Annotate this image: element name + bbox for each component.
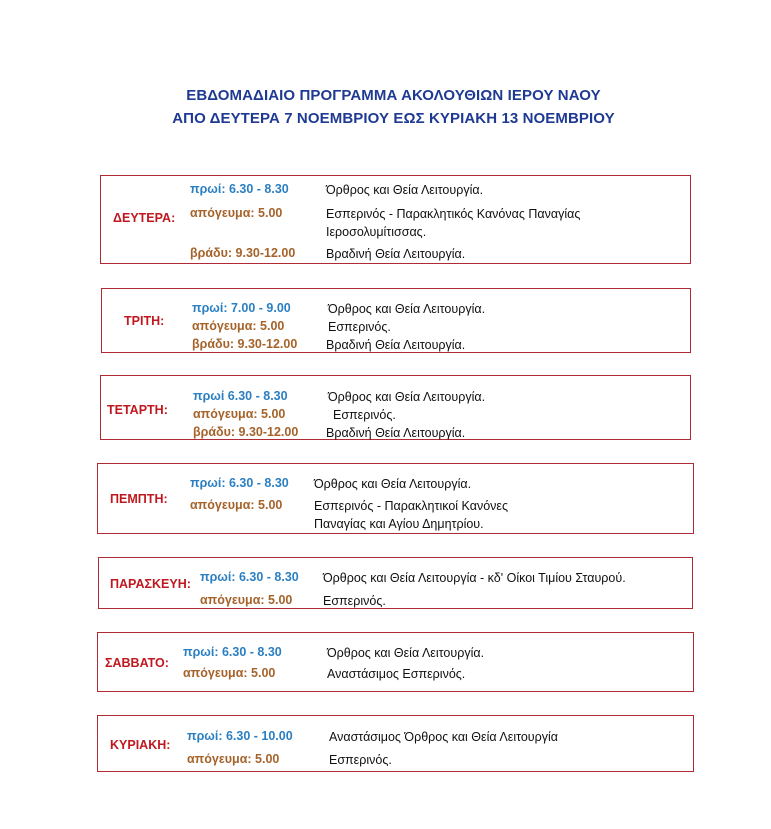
service-desc-monday-morning: Όρθρος και Θεία Λειτουργία. <box>326 183 484 197</box>
service-desc-saturday-morning: Όρθρος και Θεία Λειτουργία. <box>327 646 485 660</box>
service-desc-monday-evening: Εσπερινός - Παρακλητικός Κανόνας Παναγίας <box>326 207 581 221</box>
service-desc-sunday-morning: Αναστάσιμος Όρθρος και Θεία Λειτουργία <box>329 730 559 744</box>
service-desc-saturday-evening: Αναστάσιμος Εσπερινός. <box>327 667 466 681</box>
service-desc-tuesday-evening: Εσπερινός. <box>328 320 391 334</box>
day-box-saturday <box>97 632 694 692</box>
service-desc-wednesday-morning: Όρθρος και Θεία Λειτουργία. <box>328 390 486 404</box>
time-morning-monday: πρωί: 6.30 - 8.30 <box>190 182 289 196</box>
service-desc-friday-evening: Εσπερινός. <box>323 594 386 608</box>
time-morning-wednesday: πρωί 6.30 - 8.30 <box>193 389 288 403</box>
day-label-sunday: ΚΥΡΙΑΚΗ: <box>110 738 171 752</box>
time-evening-friday: απόγευμα: 5.00 <box>200 593 293 607</box>
time-night-monday: βράδυ: 9.30-12.00 <box>190 246 296 260</box>
time-evening-tuesday: απόγευμα: 5.00 <box>192 319 285 333</box>
time-evening-monday: απόγευμα: 5.00 <box>190 206 283 220</box>
time-morning-saturday: πρωί: 6.30 - 8.30 <box>183 645 282 659</box>
service-desc-thursday-evening: Εσπερινός - Παρακλητικοί Κανόνες <box>314 499 508 513</box>
day-label-tuesday: ΤΡΙΤΗ: <box>124 314 165 328</box>
time-evening-sunday: απόγευμα: 5.00 <box>187 752 280 766</box>
service-desc-monday-night: Βραδινή Θεία Λειτουργία. <box>326 247 466 261</box>
service-desc-tuesday-night: Βραδινή Θεία Λειτουργία. <box>326 338 466 352</box>
time-night-tuesday: βράδυ: 9.30-12.00 <box>192 337 298 351</box>
page-subtitle: ΑΠΟ ΔΕΥΤΕΡΑ 7 ΝΟΕΜΒΡΙΟΥ ΕΩΣ ΚΥΡΙΑΚΗ 13 ΝΟΕΜΒΡΙΟΥ <box>172 110 615 127</box>
time-morning-thursday: πρωί: 6.30 - 8.30 <box>190 476 289 490</box>
day-label-friday: ΠΑΡΑΣΚΕΥΗ: <box>110 577 191 591</box>
time-evening-saturday: απόγευμα: 5.00 <box>183 666 276 680</box>
time-evening-wednesday: απόγευμα: 5.00 <box>193 407 286 421</box>
page-title: ΕΒΔΟΜΑΔΙΑΙΟ ΠΡΟΓΡΑΜΜΑ ΑΚΟΛΟΥΘΙΩΝ ΙΕΡΟΥ ΝΑΟΥ <box>186 87 601 104</box>
service-desc-wednesday-night: Βραδινή Θεία Λειτουργία. <box>326 426 466 440</box>
service-desc-thursday-morning: Όρθρος και Θεία Λειτουργία. <box>314 477 472 491</box>
service-desc-sunday-evening: Εσπερινός. <box>329 753 392 767</box>
day-label-monday: ΔΕΥΤΕΡΑ: <box>113 211 176 225</box>
day-label-thursday: ΠΕΜΠΤΗ: <box>110 492 168 506</box>
service-desc-thursday-evening-cont: Παναγίας και Αγίου Δημητρίου. <box>314 517 484 531</box>
time-night-wednesday: βράδυ: 9.30-12.00 <box>193 425 299 439</box>
time-morning-sunday: πρωί: 6.30 - 10.00 <box>187 729 293 743</box>
time-morning-tuesday: πρωί: 7.00 - 9.00 <box>192 301 291 315</box>
day-label-wednesday: ΤΕΤΑΡΤΗ: <box>107 403 168 417</box>
service-desc-friday-morning: Όρθρος και Θεία Λειτουργία - κδ' Οίκοι Τιμίου Σταυρού. <box>323 571 626 585</box>
time-evening-thursday: απόγευμα: 5.00 <box>190 498 283 512</box>
service-desc-monday-evening-cont: Ιεροσολυμίτισσας. <box>326 225 427 239</box>
time-morning-friday: πρωί: 6.30 - 8.30 <box>200 570 299 584</box>
service-desc-wednesday-evening: Εσπερινός. <box>333 408 396 422</box>
service-desc-tuesday-morning: Όρθρος και Θεία Λειτουργία. <box>328 302 486 316</box>
day-label-saturday: ΣΑΒΒΑΤΟ: <box>105 656 169 670</box>
